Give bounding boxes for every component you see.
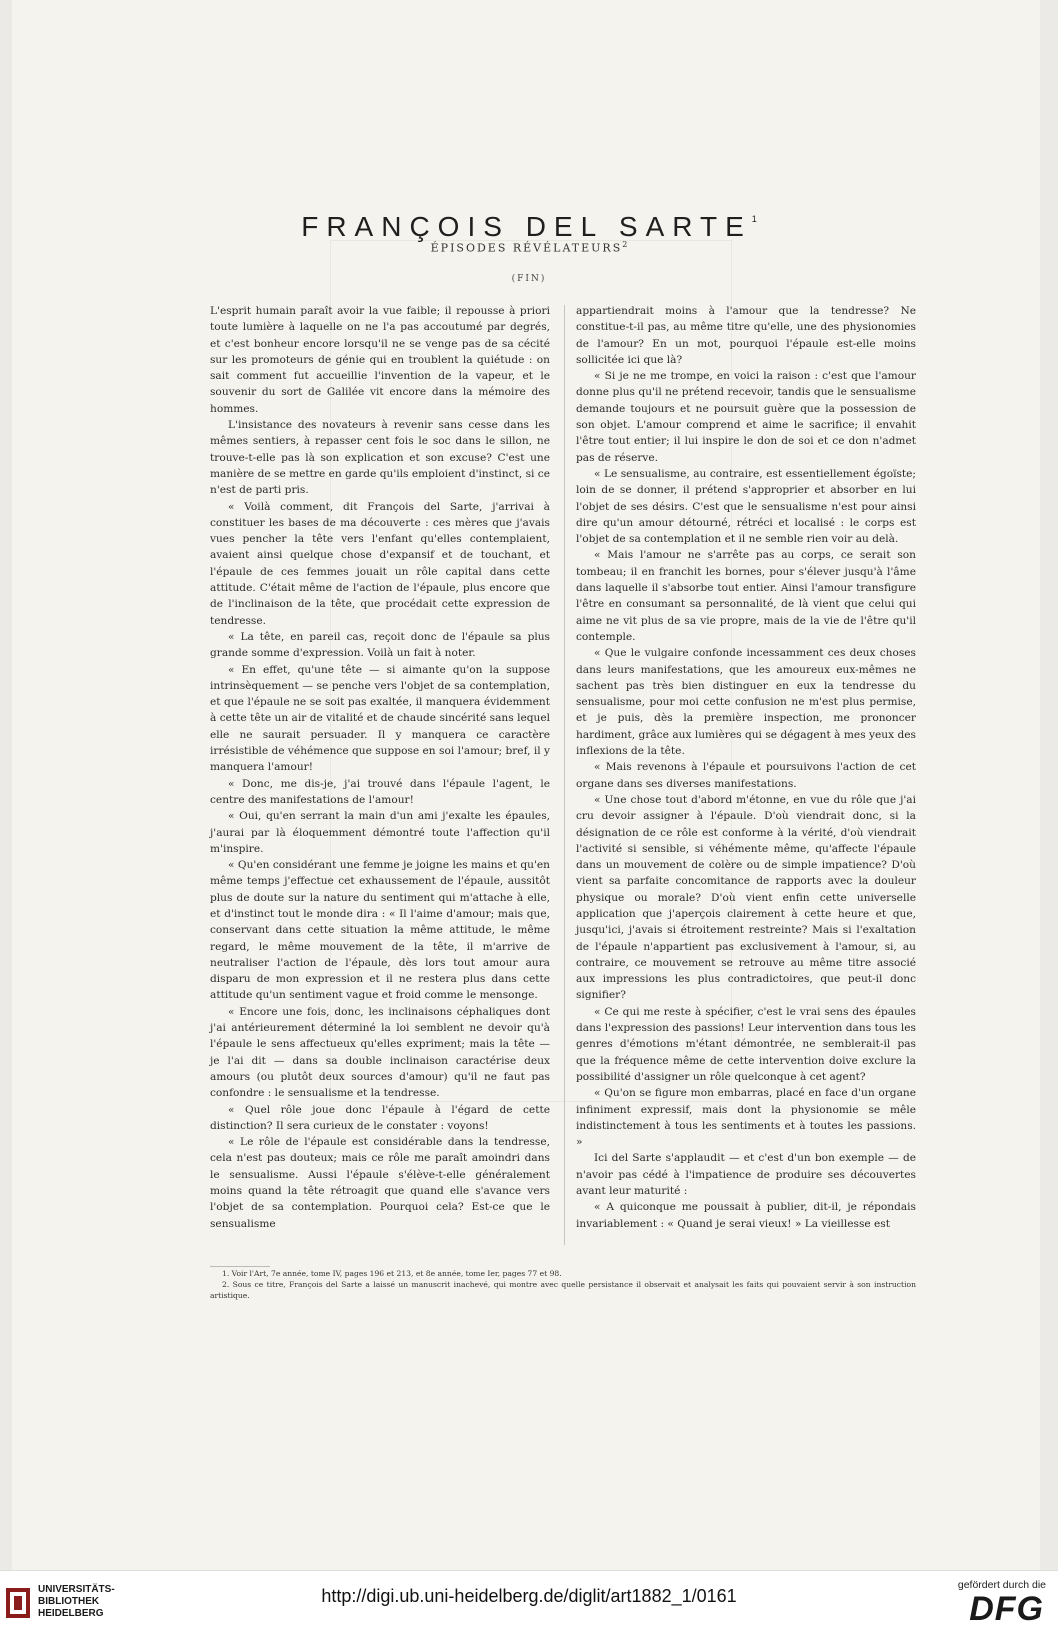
paragraph: « Une chose tout d'abord m'étonne, en vue du rôle que j'ai cru devoir assigner à l'épaule. D'où viendrait donc, si la désignation de ce rôle est conforme à la vérité, d'où viendrait l'activité si sensible, si véhémente même, qu'affecte l'épaule dans un mouvement de colère ou de simple impatience? D'où vient sa parfaite concomitance de rapports avec la douleur physique ou morale? D'où vient enfin cette universelle application que j'aperçois clairement à cette heure et que, jusqu'ici, j'avais si étroitement restreinte? Mais si l'exaltation de l'épaule n'appartient pas exclusivement à l'amour, si, au contraire, ce mouvement se retrouve au même titre associé aux impressions les plus contradictoires, que peut-il donc signifier? bbox=[576, 793, 916, 1002]
footnote-2: 2. Sous ce titre, François del Sarte a laissé un manuscrit inachevé, qui montre avec quelle persistance il observait et analysait les faits qui pouvaient servir à son instruction artistique. bbox=[210, 1280, 916, 1300]
paragraph: L'esprit humain paraît avoir la vue faible; il repousse à priori toute lumière à laquelle on ne l'a pas accoutumé par degrés, et c'est bonheur encore lorsqu'il ne se venge pas de sa cécité sur les promoteurs de génie qui en troublent la quiétude : on sait comment fut accueillie l'invention de la vapeur, et le souvenir du sort de Galilée vit encore dans la mémoire des hommes. bbox=[210, 305, 550, 415]
paragraph: « Mais revenons à l'épaule et poursuivons l'action de cet organe dans ses diverses manifestations. bbox=[576, 761, 916, 790]
paragraph: « Quel rôle joue donc l'épaule à l'égard de cette distinction? Il sera curieux de le constater : voyons! bbox=[210, 1103, 550, 1132]
funding-label: gefördert durch die bbox=[957, 1579, 1046, 1591]
paragraph: « Encore une fois, donc, les inclinaisons céphaliques dont j'ai antérieurement déterminé la loi semblent ne devoir qu'à l'épaule le sens affectueux qu'elles expriment; mais la tête — je l'ai dit — dans sa double inclinaison caractérise deux amours (ou plutôt deux sources d'amour) qu'il ne faut pas confondre : le sensualisme et la tendresse. bbox=[210, 1005, 550, 1100]
paragraph: « Mais l'amour ne s'arrête pas au corps, ce serait son tombeau; il en franchit les bornes, pour s'élever jusqu'à l'âme dans laquelle il s'absorbe tout entier. Ainsi l'amour transfigure l'être en consumant sa personnalité, de là vient que celui qui aime ne vit plus de sa vie propre, mais de la vie de l'être qu'il contemple. bbox=[576, 549, 916, 643]
fin-marker: (FIN) bbox=[511, 274, 547, 284]
footnotes bbox=[210, 1268, 916, 1301]
paragraph: « Donc, me dis-je, j'ai trouvé dans l'épaule l'agent, le centre des manifestations de l'amour! bbox=[210, 777, 550, 806]
footnote-1: 1. Voir l'Art, 7e année, tome IV, pages 196 et 213, et 8e année, tome Ier, pages 77 et 98. bbox=[222, 1269, 562, 1278]
paragraph: appartiendrait moins à l'amour que la tendresse? Ne constitue-t-il pas, au même titre qu'elle, une des physionomies de l'amour? En un mot, pourquoi l'épaule est-elle moins sollicitée ici que là? bbox=[576, 305, 916, 366]
paragraph: « Qu'en considérant une femme je joigne les mains et qu'en même temps j'effectue cet exhaussement de l'épaule, aussitôt plus de doute sur la nature du sentiment qui m'attache à elle, et d'instinct tout le monde dira : « Il l'aime d'amour; mais que, conservant dans cette situation la même attitude, le même regard, le même mouvement de la tête, il m'arrive de neutraliser l'action de l'épaule, dès lors tout amour aura disparu de mon expression et il ne restera plus dans cette attitude qu'un sentiment vague et froid comme le mensonge. bbox=[210, 859, 550, 1002]
title-footnote-mark: 1 bbox=[751, 213, 757, 224]
subtitle-footnote-mark: 2 bbox=[622, 240, 628, 249]
paragraph: « Ce qui me reste à spécifier, c'est le vrai sens des épaules dans l'expression des passions! Leur intervention dans tous les genres d'émotions m'étant démontrée, ne semblerait-il pas que la fréquence même de cette intervention doive exclure la possibilité d'assigner un rôle quelconque à cet agent? bbox=[576, 1005, 916, 1083]
paragraph: « Le rôle de l'épaule est considérable dans la tendresse, cela n'est pas douteux; mais ce rôle me paraît amoindri dans le sensualisme. Aussi l'épaule s'élève-t-elle généralement moins quand la tête rétroagit que quand elle s'avance vers l'objet de sa contemplation. Pourquoi cela? Est-ce que le sensualisme bbox=[210, 1136, 550, 1230]
paragraph: « Le sensualisme, au contraire, est essentiellement égoïste; loin de se donner, il prétend s'approprier et absorber en lui l'objet de ses désirs. C'est que le sensualisme n'est pour ainsi dire qu'un amour détourné, rétréci et localisé : le corps est l'objet de sa contemplation et il ne semble rien voir au delà. bbox=[576, 467, 916, 546]
paragraph: « Qu'on se figure mon embarras, placé en face d'un organe infiniment expressif, mais dont la physionomie se mêle indistinctement à tous les sentiments et à toutes les passions. » bbox=[576, 1087, 916, 1149]
paragraph: « Voilà comment, dit François del Sarte, j'arrivai à constituer les bases de ma découverte : ces mères que j'avais vues pencher la tête vers l'enfant qu'elles contemplaient, avaient ainsi quelque chose d'expansif et de touchant, et l'épaule de ces femmes jouait un rôle capital dans cette attitude. C'était même de l'action de l'épaule, plus encore que de l'inclinaison de la tête, que procédait cette expression de tendresse. bbox=[210, 500, 550, 627]
institution-line: BIBLIOTHEK bbox=[38, 1596, 100, 1607]
paragraph: Ici del Sarte s'applaudit — et c'est d'un bon exemple — de n'avoir pas cédé à l'impatience de produire ses découvertes avant leur maturité : bbox=[576, 1152, 916, 1198]
paragraph: « Que le vulgaire confonde incessamment ces deux choses dans leurs manifestations, que les amoureux eux-mêmes ne sachent pas très bien distinguer en eux la tendresse du sensualisme, pour moi cette confusion ne m'est plus permise, et je puis, dès la première inspection, me prononcer hardiment, grâce aux lumières qui se dégagent à mes yeux des inflexions de la tête. bbox=[576, 647, 916, 758]
paragraph: « En effet, qu'une tête — si aimante qu'on la suppose intrinsèquement — se penche vers l'objet de sa contemplation, et que l'épaule ne se soit pas exaltée, il manquera évidemment à cette tête un air de vitalité et de chaude sincérité sans lequel elle ne saurait persuader. Il y manquera ce caractère irrésistible de véhémence que suppose en soi l'amour; bref, il y manquera l'amour! bbox=[210, 663, 550, 774]
article-title: FRANÇOIS DEL SARTE$^1$ bbox=[301, 210, 757, 242]
right-text-column bbox=[576, 303, 916, 1232]
footnote-rule bbox=[210, 1266, 270, 1267]
dfg-logo[interactable]: DFG bbox=[969, 1590, 1044, 1628]
paragraph: « A quiconque me poussait à publier, dit-il, je répondais invariablement : « Quand je serai vieux! » La vieillesse est bbox=[576, 1201, 916, 1230]
paragraph: « Oui, qu'en serrant la main d'un ami j'exalte les épaules, j'aurai par là éloquemment démontré toute l'affection qu'il m'inspire. bbox=[210, 810, 550, 855]
column-divider bbox=[564, 305, 565, 1245]
paragraph: « La tête, en pareil cas, reçoit donc de l'épaule sa plus grande somme d'expression. Voilà un fait à noter. bbox=[210, 630, 550, 660]
article-subtitle: ÉPISODES RÉVÉLATEURS$^2$ bbox=[430, 240, 628, 255]
institution-line: HEIDELBERG bbox=[38, 1608, 104, 1619]
institution-line: UNIVERSITÄTS- bbox=[38, 1584, 115, 1595]
permalink-url[interactable]: http://digi.ub.uni-heidelberg.de/diglit/art1882_1/0161 bbox=[321, 1586, 737, 1606]
paragraph: « Si je ne me trompe, en voici la raison : c'est que l'amour donne plus qu'il ne prétend recevoir, tandis que le sensualisme demande toujours et ne poursuit guère que la possession de son objet. L'amour comprend et aime le sacrifice; il envahit l'être tout entier; il lui inspire le don de soi et ce don n'admet pas de réserve. bbox=[576, 370, 916, 464]
left-text-column bbox=[210, 303, 550, 1232]
paragraph: L'insistance des novateurs à revenir sans cesse dans les mêmes sentiers, à repasser cent fois le soc dans le sillon, ne trouve-t-elle pas là son explication et son excuse? C'est une manière de se mettre en garde qu'ils emploient d'instinct, si ce n'est de parti pris. bbox=[210, 419, 550, 497]
